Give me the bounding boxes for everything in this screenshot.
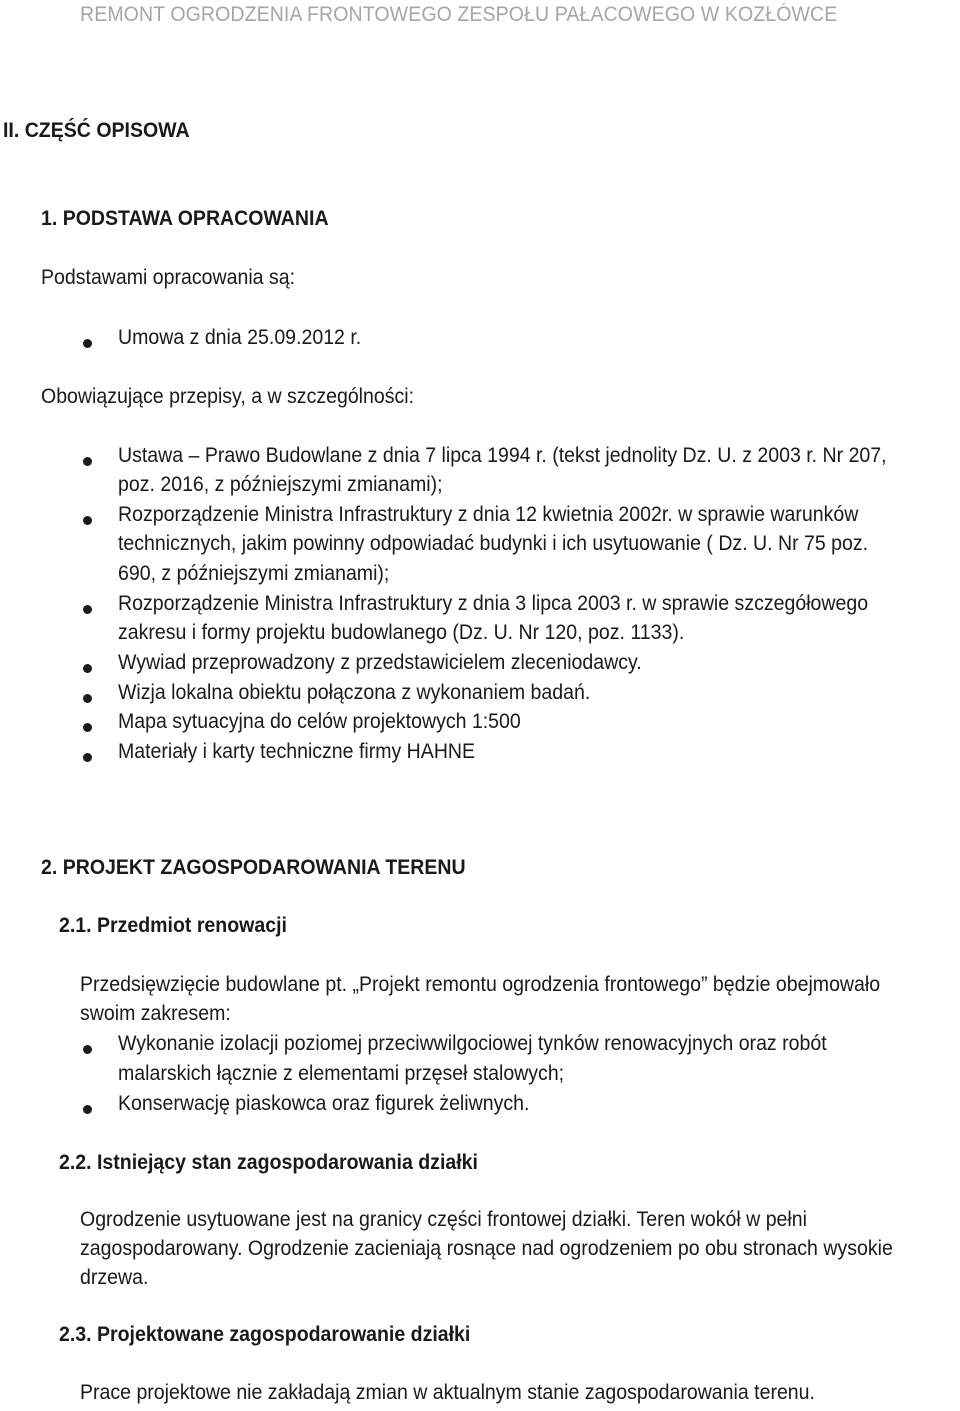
bullet-icon bbox=[83, 339, 92, 348]
bullet-icon bbox=[83, 1105, 92, 1114]
part-title: II. CZĘŚĆ OPISOWA bbox=[3, 119, 190, 142]
bullet-icon bbox=[83, 664, 92, 673]
subsection-2-3-heading: 2.3. Projektowane zagospodarowanie działki bbox=[59, 1323, 471, 1346]
section-1-intro: Podstawami opracowania są: bbox=[41, 266, 296, 289]
list-item: Mapa sytuacyjna do celów projektowych 1:500 bbox=[118, 710, 521, 733]
bullet-icon bbox=[83, 516, 92, 525]
document-header: REMONT OGRODZENIA FRONTOWEGO ZESPOŁU PAŁACOWEGO W KOZŁÓWCE bbox=[80, 3, 838, 26]
bullet-icon bbox=[83, 457, 92, 466]
list-item: Materiały i karty techniczne firmy HAHNE bbox=[118, 740, 476, 763]
bullet-icon bbox=[83, 1045, 92, 1054]
bullet-icon bbox=[83, 753, 92, 762]
subsection-2-2-heading: 2.2. Istniejący stan zagospodarowania działki bbox=[59, 1151, 478, 1174]
list-item: Wywiad przeprowadzony z przedstawicielem zleceniodawcy. bbox=[118, 651, 642, 674]
bullet-icon bbox=[83, 723, 92, 732]
list-item-line: technicznych, jakim powinny odpowiadać budynki i ich usytuowanie ( Dz. U. Nr 75 poz. bbox=[118, 532, 869, 555]
list-item-line: Ustawa – Prawo Budowlane z dnia 7 lipca 1994 r. (tekst jednolity Dz. U. z 2003 r. Nr 207, bbox=[118, 444, 887, 467]
list-item-line: Rozporządzenie Ministra Infrastruktury z dnia 3 lipca 2003 r. w sprawie szczegółowego bbox=[118, 592, 869, 615]
paragraph-line: swoim zakresem: bbox=[80, 1002, 231, 1025]
list-item-line: malarskich łącznie z elementami przęseł stalowych; bbox=[118, 1062, 565, 1085]
list-item: Konserwację piaskowca oraz figurek żeliwnych. bbox=[118, 1092, 530, 1115]
list-item: Wizja lokalna obiektu połączona z wykonaniem badań. bbox=[118, 681, 591, 704]
section-1-intro-2: Obowiązujące przepisy, a w szczególności: bbox=[41, 385, 415, 408]
paragraph-line: Przedsięwzięcie budowlane pt. „Projekt remontu ogrodzenia frontowego” będzie obejmowało bbox=[80, 973, 881, 996]
list-item-line: poz. 2016, z późniejszymi zmianami); bbox=[118, 473, 443, 496]
list-item-line: 690, z późniejszymi zmianami); bbox=[118, 562, 390, 585]
paragraph-line: zagospodarowany. Ogrodzenie zacieniają rosnące nad ogrodzeniem po obu stronach wysokie bbox=[80, 1237, 893, 1260]
section-2-heading: 2. PROJEKT ZAGOSPODAROWANIA TERENU bbox=[41, 856, 466, 879]
bullet-icon bbox=[83, 694, 92, 703]
paragraph-line: drzewa. bbox=[80, 1266, 149, 1289]
list-item: Umowa z dnia 25.09.2012 r. bbox=[118, 326, 362, 349]
section-1-heading: 1. PODSTAWA OPRACOWANIA bbox=[41, 207, 329, 230]
paragraph-line: Prace projektowe nie zakładają zmian w aktualnym stanie zagospodarowania terenu. bbox=[80, 1381, 815, 1404]
list-item-line: Wykonanie izolacji poziomej przeciwwilgociowej tynków renowacyjnych oraz robót bbox=[118, 1032, 827, 1055]
list-item-line: zakresu i formy projektu budowlanego (Dz. U. Nr 120, poz. 1133). bbox=[118, 621, 685, 644]
bullet-icon bbox=[83, 605, 92, 614]
subsection-2-1-heading: 2.1. Przedmiot renowacji bbox=[59, 914, 287, 937]
list-item-line: Rozporządzenie Ministra Infrastruktury z dnia 12 kwietnia 2002r. w sprawie warunków bbox=[118, 503, 859, 526]
paragraph-line: Ogrodzenie usytuowane jest na granicy części frontowej działki. Teren wokół w pełni bbox=[80, 1208, 807, 1231]
